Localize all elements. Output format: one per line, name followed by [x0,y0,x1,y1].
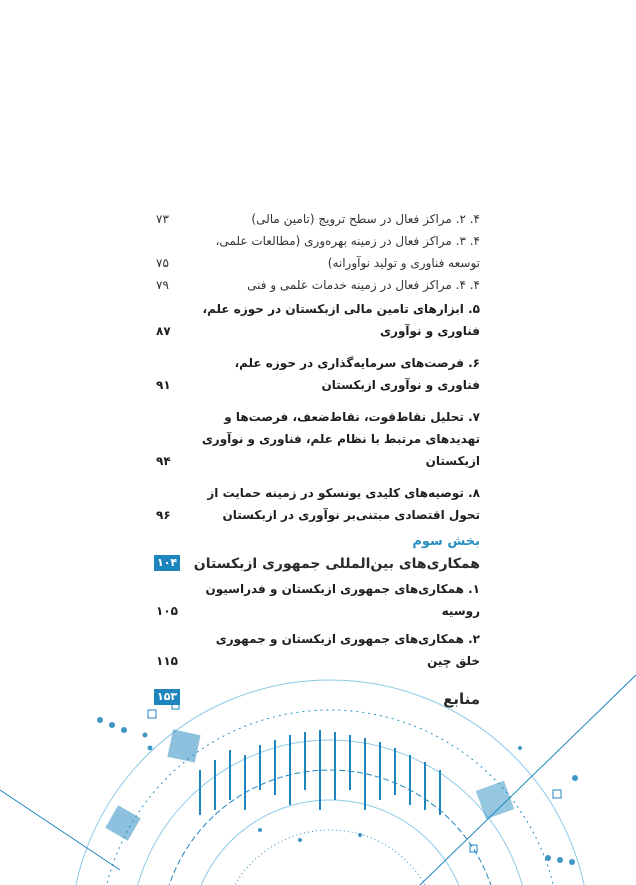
toc-entry[interactable] [150,298,480,342]
table-of-contents [150,208,480,712]
chapter-page-badge: ۱۰۴ [154,555,180,571]
toc-entry-title: ۴. ۲. مراکز فعال در سطح ترویج (تامین مالی) [251,212,480,226]
toc-entry[interactable] [150,274,480,296]
decorative-circuit-graphic [0,640,636,885]
toc-entry[interactable] [150,482,480,526]
toc-entry[interactable] [150,208,480,230]
toc-entry-page: ۷۵ [156,256,169,270]
toc-entry[interactable] [150,406,480,472]
toc-entry[interactable] [150,578,480,622]
toc-entry-title: ۲. همکاری‌های جمهوری ازبکستان و جمهوری خلق چین [215,632,480,668]
part-label: بخش سوم [412,534,480,549]
toc-entry-page: ۸۷ [156,324,171,338]
toc-entry-title: ۸. توصیه‌های کلیدی یونسکو در زمینه حمایت از تحول اقتصادی مبتنی‌بر نوآوری در ازبکستان [207,486,480,522]
toc-entry-page: ۱۱۵ [156,654,178,668]
toc-entry-page: ۱۰۵ [156,604,178,618]
references-page-badge: ۱۵۳ [154,689,180,705]
toc-entry-title: ۶. فرصت‌های سرمایه‌گذاری در حوزه علم، فناوری و نوآوری ازبکستان [234,356,480,392]
toc-entry-page: ۷۳ [156,212,169,226]
toc-entry[interactable] [150,352,480,396]
toc-entry[interactable] [150,230,480,274]
toc-entry-title: ۵. ابزارهای تامین مالی ازبکستان در حوزه علم، فناوری و نوآوری [202,302,480,338]
toc-entry-page: ۹۱ [156,378,171,392]
toc-entry-title: ۱. همکاری‌های جمهوری ازبکستان و فدراسیون روسیه [205,582,480,618]
chapter-heading[interactable] [150,552,480,576]
references-title: منابع [443,690,480,708]
toc-entry-title: ۴. ۴. مراکز فعال در زمینه خدمات علمی و فنی [247,278,480,292]
toc-entry-page: ۹۶ [156,508,171,522]
toc-entry-title: ۴. ۳. مراکز فعال در زمینه بهره‌وری (مطالعات علمی، توسعه فناوری و تولید نوآورانه) [215,234,480,270]
toc-entry-title: ۷. تحلیل نقاط‌قوت، نقاط‌ضعف، فرصت‌ها و تهدیدهای مرتبط با نظام علم، فناوری و نوآوری ازبکستان [201,410,480,468]
chapter-title: همکاری‌های بین‌المللی جمهوری ازبکستان [193,556,480,572]
toc-entry-page: ۹۴ [156,454,171,468]
toc-entry-page: ۷۹ [156,278,169,292]
